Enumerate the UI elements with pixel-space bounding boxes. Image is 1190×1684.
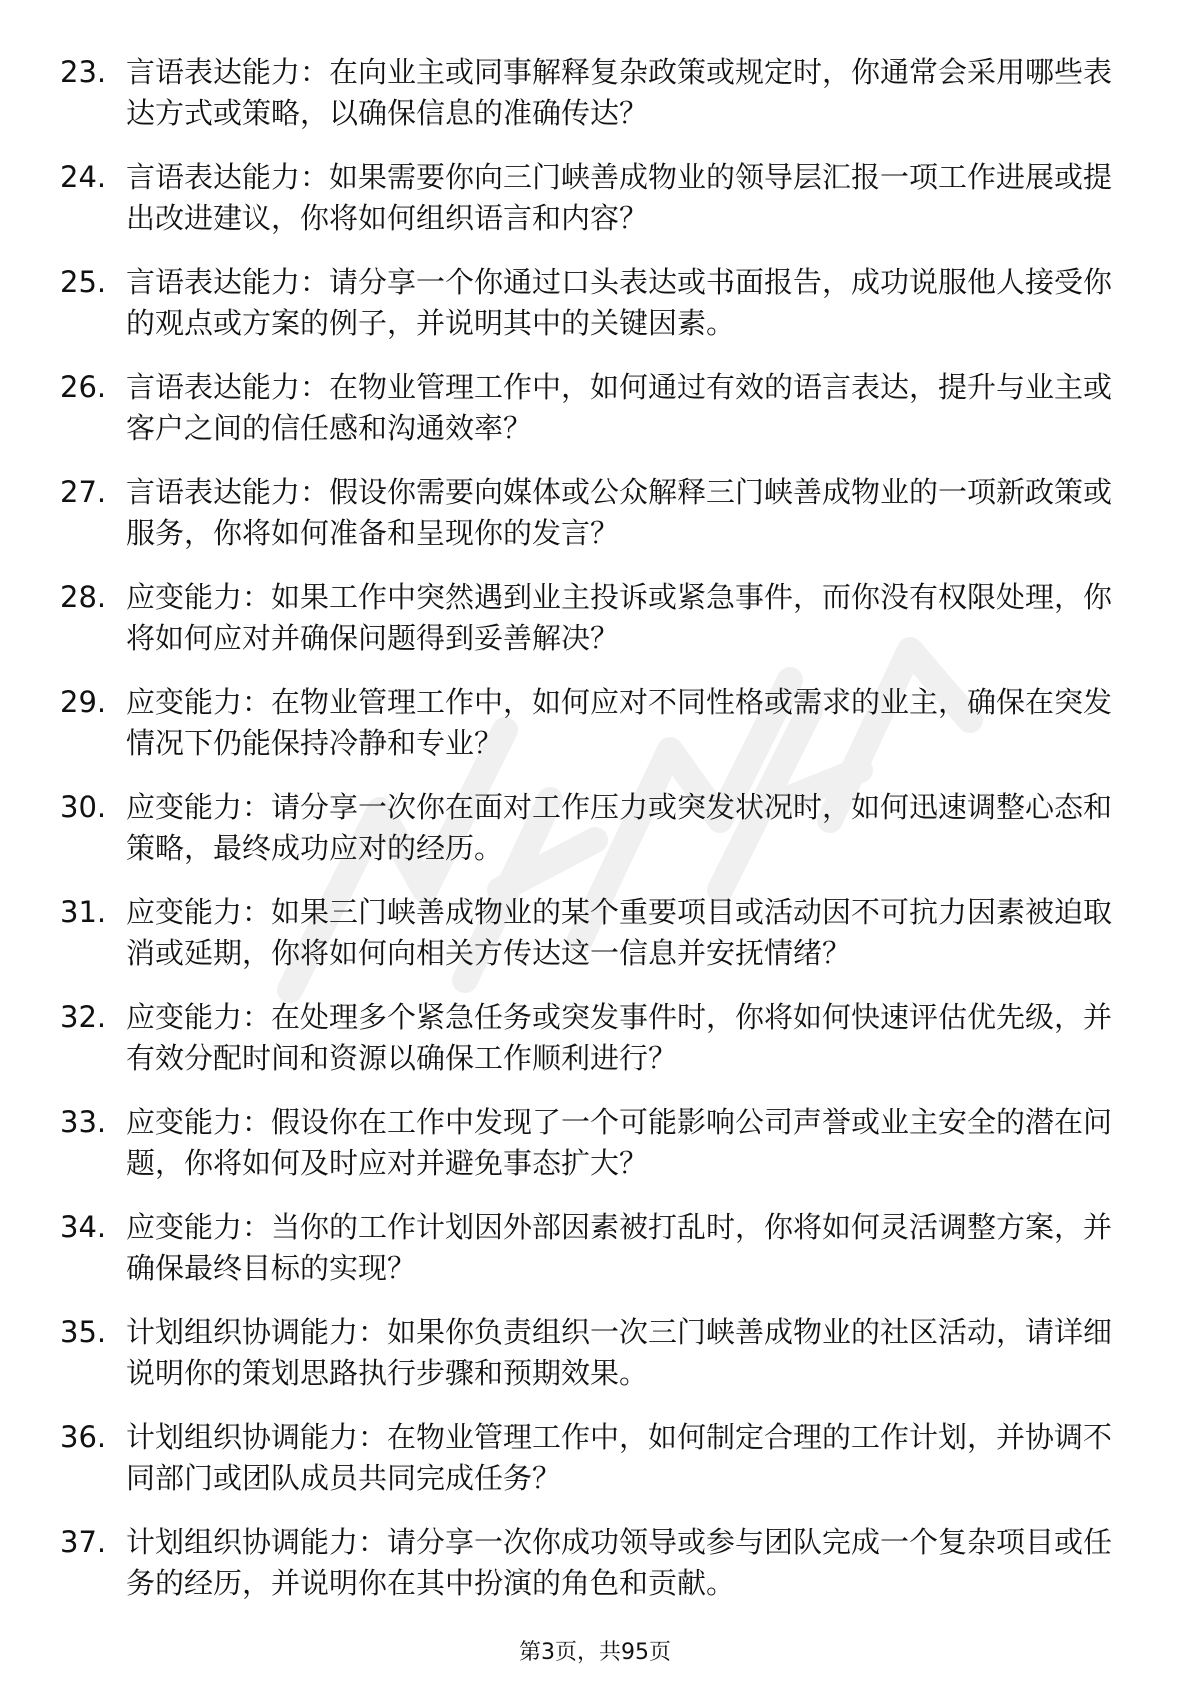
question-text: 言语表达能力：在向业主或同事解释复杂政策或规定时，你通常会采用哪些表达方式或策略，以确保信息的准确传达？: [126, 55, 1113, 130]
question-text: 计划组织协调能力：请分享一次你成功领导或参与团队完成一个复杂项目或任务的经历，并说明你在其中扮演的角色和贡献。: [126, 1525, 1113, 1600]
question-list: [60, 52, 1120, 1604]
question-item: [60, 1417, 1120, 1499]
question-item: [60, 1312, 1120, 1394]
question-text: 言语表达能力：假设你需要向媒体或公众解释三门峡善成物业的一项新政策或服务，你将如何准备和呈现你的发言？: [126, 475, 1113, 550]
question-number: 27.: [60, 475, 107, 509]
question-text: 计划组织协调能力：如果你负责组织一次三门峡善成物业的社区活动，请详细说明你的策划思路执行步骤和预期效果。: [126, 1315, 1113, 1390]
question-item: [60, 787, 1120, 869]
question-number: 34.: [60, 1210, 107, 1244]
question-item: [60, 892, 1120, 974]
question-text: 应变能力：假设你在工作中发现了一个可能影响公司声誉或业主安全的潜在问题，你将如何及时应对并避免事态扩大？: [126, 1105, 1113, 1180]
question-text: 应变能力：在处理多个紧急任务或突发事件时，你将如何快速评估优先级，并有效分配时间和资源以确保工作顺利进行？: [126, 1000, 1113, 1075]
question-item: [60, 367, 1120, 449]
question-text: 应变能力：在物业管理工作中，如何应对不同性格或需求的业主，确保在突发情况下仍能保持冷静和专业？: [126, 685, 1113, 760]
question-number: 24.: [60, 160, 107, 194]
question-text: 言语表达能力：如果需要你向三门峡善成物业的领导层汇报一项工作进展或提出改进建议，你将如何组织语言和内容？: [126, 160, 1113, 235]
question-number: 26.: [60, 370, 107, 404]
question-number: 36.: [60, 1420, 107, 1454]
question-item: [60, 682, 1120, 764]
question-number: 31.: [60, 895, 107, 929]
question-number: 32.: [60, 1000, 107, 1034]
question-number: 35.: [60, 1315, 107, 1349]
question-number: 23.: [60, 55, 107, 89]
question-text: 应变能力：如果三门峡善成物业的某个重要项目或活动因不可抗力因素被迫取消或延期，你将如何向相关方传达这一信息并安抚情绪？: [126, 895, 1113, 970]
question-item: [60, 52, 1120, 134]
question-item: [60, 1207, 1120, 1289]
question-text: 言语表达能力：在物业管理工作中，如何通过有效的语言表达，提升与业主或客户之间的信任感和沟通效率？: [126, 370, 1113, 445]
question-number: 25.: [60, 265, 107, 299]
question-item: [60, 262, 1120, 344]
question-text: 应变能力：请分享一次你在面对工作压力或突发状况时，如何迅速调整心态和策略，最终成功应对的经历。: [126, 790, 1113, 865]
question-item: [60, 1522, 1120, 1604]
question-text: 言语表达能力：请分享一个你通过口头表达或书面报告，成功说服他人接受你的观点或方案的例子，并说明其中的关键因素。: [126, 265, 1113, 340]
question-text: 应变能力：当你的工作计划因外部因素被打乱时，你将如何灵活调整方案，并确保最终目标的实现？: [126, 1210, 1113, 1285]
question-number: 37.: [60, 1525, 107, 1559]
question-text: 计划组织协调能力：在物业管理工作中，如何制定合理的工作计划，并协调不同部门或团队成员共同完成任务？: [126, 1420, 1113, 1495]
question-number: 29.: [60, 685, 107, 719]
question-text: 应变能力：如果工作中突然遇到业主投诉或紧急事件，而你没有权限处理，你将如何应对并确保问题得到妥善解决？: [126, 580, 1113, 655]
page-number-footer: 第3页，共95页: [519, 1640, 671, 1665]
question-item: [60, 997, 1120, 1079]
question-item: [60, 1102, 1120, 1184]
question-number: 30.: [60, 790, 107, 824]
question-number: 28.: [60, 580, 107, 614]
question-item: [60, 472, 1120, 554]
question-number: 33.: [60, 1105, 107, 1139]
question-item: [60, 157, 1120, 239]
question-item: [60, 577, 1120, 659]
